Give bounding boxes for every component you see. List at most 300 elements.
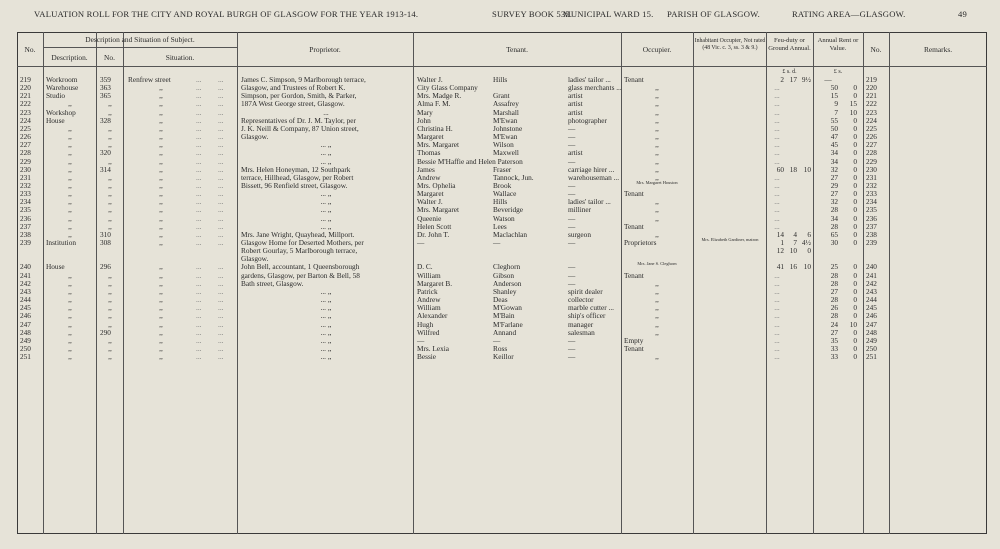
row-house-number: 365 [100, 91, 111, 101]
row-tenant-surname: — [493, 335, 501, 345]
row-dots: ... [196, 238, 202, 247]
row-number-right: 247 [866, 319, 877, 329]
row-number-right: 235 [866, 205, 877, 215]
row-dots: ... [218, 172, 224, 182]
row-feu-pounds: ... [774, 343, 780, 353]
row-house-number: ,, [108, 335, 112, 345]
row-occupier: ,, [655, 303, 659, 313]
row-rent-pounds: 15 [830, 91, 838, 101]
row-rent-shillings: 0 [853, 140, 857, 150]
row-feu-pounds: ... [774, 156, 780, 166]
row-rent-pounds: 65 [830, 229, 838, 239]
row-rent-shillings: 0 [853, 164, 857, 174]
row-number-right: 221 [866, 91, 877, 101]
row-tenant-surname: Shanley [493, 286, 517, 296]
row-dots: ... [218, 205, 224, 215]
row-tenant-surname: M'Ewan [493, 132, 518, 142]
row-tenant-surname: Hills [493, 75, 508, 84]
row-situation: ,, [159, 262, 163, 272]
column-rule [693, 32, 694, 534]
row-occupier: Mrs. Margaret Houston [636, 179, 678, 185]
row-number: 247 [20, 319, 31, 329]
row-tenant-occupation: ship's officer [568, 311, 606, 321]
row-rent-pounds: 7 [834, 107, 838, 117]
row-feu-pounds: ... [774, 221, 780, 231]
column-rule [43, 32, 44, 534]
row-situation: ,, [159, 311, 163, 321]
row-description: ,, [68, 99, 72, 109]
row-feu-pounds: ... [774, 83, 780, 93]
row-situation: ,, [159, 99, 163, 109]
row-occupier: ,, [655, 229, 659, 239]
row-dots: ... [218, 115, 224, 125]
row-tenant-occupation: — [568, 352, 576, 362]
row-feu-pounds: ... [774, 197, 780, 207]
row-feu-pounds: ... [774, 123, 780, 133]
col-header-proprietor: Proprietor. [309, 45, 341, 54]
row-tenant-name: Mrs. Lexia [417, 343, 450, 353]
col-header-situation: Situation. [165, 53, 195, 62]
row-number-right: 248 [866, 327, 877, 337]
row-occupier: ,, [655, 83, 659, 93]
column-rule [889, 32, 890, 534]
proprietor-line: ... ,, [320, 335, 332, 345]
row-tenant-surname: Marshall [493, 107, 519, 117]
row-rent-pounds: 27 [830, 327, 838, 337]
row-number-right: 231 [866, 172, 877, 182]
row-house-number: ,, [108, 123, 112, 133]
proprietor-line: Simpson, per Gordon, Smith, & Parker, [241, 91, 357, 101]
row-rent-shillings: 10 [849, 107, 857, 117]
row-feu-pounds: 14 [776, 229, 784, 239]
row-feu-pounds: 2 [780, 75, 784, 84]
row-dots: ... [196, 156, 202, 166]
row-situation: ,, [159, 140, 163, 150]
row-dots: ... [196, 229, 202, 239]
row-feu-pounds: 1 [780, 238, 784, 247]
row-number: 240 [20, 262, 31, 272]
row-number: 219 [20, 75, 31, 84]
row-occupier: ,, [655, 278, 659, 288]
row-dots: ... [196, 75, 202, 84]
row-number: 244 [20, 295, 31, 305]
row-number: 249 [20, 335, 31, 345]
row-tenant-occupation: — [568, 189, 576, 199]
row-number-right: 241 [866, 270, 877, 280]
row-occupier: ,, [655, 352, 659, 362]
row-rent-pounds: 32 [830, 197, 838, 207]
row-number-right: 239 [866, 238, 877, 247]
col-header-no: No. [24, 45, 36, 54]
row-rent-pounds: 9 [834, 99, 838, 109]
row-number-right: 228 [866, 148, 877, 158]
row-tenant-occupation: — [568, 238, 576, 247]
row-feu-pounds: ... [774, 99, 780, 109]
proprietor-line: James C. Simpson, 9 Marlborough terrace, [241, 75, 366, 84]
row-dots: ... [196, 115, 202, 125]
row-situation: ,, [159, 164, 163, 174]
column-rule [237, 32, 238, 534]
row-situation: ,, [159, 107, 163, 117]
row-tenant-name: — [417, 238, 425, 247]
row-dots: ... [218, 303, 224, 313]
row-tenant-surname: Wilson [493, 140, 514, 150]
row-dots: ... [218, 213, 224, 223]
row-description: Warehouse [46, 83, 79, 93]
row-dots: ... [196, 295, 202, 305]
row-situation: ,, [159, 270, 163, 280]
row-dots: ... [196, 83, 202, 93]
row-dots: ... [218, 148, 224, 158]
row-tenant-surname: — [493, 238, 501, 247]
row-dots: ... [196, 132, 202, 142]
proprietor-line: Glasgow Home for Deserted Mothers, per [241, 238, 364, 247]
row-rent-shillings: 0 [853, 286, 857, 296]
row-description: ,, [68, 311, 72, 321]
row-rent-shillings: 0 [853, 303, 857, 313]
row-tenant-surname: M'Gowan [493, 303, 522, 313]
municipal-ward: MUNICIPAL WARD 15. [563, 9, 654, 19]
col-header-inhabitant: Inhabitant Occupier, Not rated (48 Vic. c. 3, ss. 3 & 9.) [694, 38, 766, 51]
row-dots: ... [196, 189, 202, 199]
row-occupier: ,, [655, 156, 659, 166]
row-number: 248 [20, 327, 31, 337]
col-header-annual-rent: Annual Rent or Value. [817, 37, 859, 52]
row-dots: ... [218, 91, 224, 101]
row-rent-shillings: 0 [853, 172, 857, 182]
row-house-number: 314 [100, 164, 111, 174]
row-dots: ... [196, 270, 202, 280]
row-dots: ... [196, 197, 202, 207]
row-dots: ... [218, 278, 224, 288]
row-number-right: 237 [866, 221, 877, 231]
row-tenant-name: City Glass Company [417, 83, 478, 93]
row-number-right: 245 [866, 303, 877, 313]
row-dots: ... [196, 107, 202, 117]
row-occupier: ,, [655, 107, 659, 117]
row-description: ,, [68, 270, 72, 280]
header-bottom-rule [17, 66, 987, 67]
row-dots: ... [218, 75, 224, 84]
row-description: ,, [68, 132, 72, 142]
col-header-occupier: Occupier. [642, 45, 672, 54]
row-description: ,, [68, 205, 72, 215]
row-dots: ... [218, 221, 224, 231]
row-situation: ,, [159, 91, 163, 101]
row-occupier: Tenant [624, 189, 644, 199]
proprietor-line: gardens, Glasgow, per Barton & Bell, 58 [241, 270, 360, 280]
row-rent-pounds: 28 [830, 205, 838, 215]
row-house-number: ,, [108, 343, 112, 353]
row-house-number: ,, [108, 156, 112, 166]
row-tenant-occupation: — [568, 140, 576, 150]
row-rent-pounds: 34 [830, 148, 838, 158]
row-situation: ,, [159, 319, 163, 329]
row-number: 241 [20, 270, 31, 280]
row-tenant-surname: Maxwell [493, 148, 519, 158]
row-feu-pounds: ... [774, 172, 780, 182]
row-tenant-surname: Anderson [493, 278, 522, 288]
proprietor-line: Representatives of Dr. J. M. Taylor, per [241, 115, 356, 125]
row-tenant-name: Bessie [417, 352, 437, 362]
row-feu-pence: 6 [807, 229, 811, 239]
row-tenant-occupation: — [568, 180, 576, 190]
row-tenant-surname: Annand [493, 327, 517, 337]
row-feu-pence: 10 [803, 262, 811, 272]
row-rent-shillings: 0 [853, 213, 857, 223]
row-occupier: Proprietors [624, 238, 657, 247]
proprietor-line: ... ,, [320, 343, 332, 353]
row-situation: ,, [159, 213, 163, 223]
row-dots: ... [196, 286, 202, 296]
row-dots: ... [218, 164, 224, 174]
header-subrule [43, 47, 237, 48]
row-rent-shillings: 0 [853, 205, 857, 215]
row-rent-shillings: 0 [853, 343, 857, 353]
row-situation: ,, [159, 303, 163, 313]
row-number-right: 249 [866, 335, 877, 345]
col-header-feu-duty: Feu-duty or Ground Annual. [768, 37, 811, 52]
row-rent-pounds: 34 [830, 213, 838, 223]
proprietor-line: ... ,, [320, 352, 332, 362]
page-number: 49 [958, 9, 967, 19]
row-house-number: ,, [108, 295, 112, 305]
row-feu-pounds: ... [774, 295, 780, 305]
row-rent-shillings: 0 [853, 262, 857, 272]
row-tenant-name: Wilfred [417, 327, 440, 337]
row-house-number: ,, [108, 189, 112, 199]
row-description: ,, [68, 221, 72, 231]
row-house-number: 296 [100, 262, 111, 272]
row-tenant-occupation: — [568, 132, 576, 142]
proprietor-line: ... ,, [320, 148, 332, 158]
proprietor-line: ... ,, [320, 221, 332, 231]
row-tenant-surname: Gibson [493, 270, 515, 280]
row-situation: ,, [159, 205, 163, 215]
row-house-number: ,, [108, 270, 112, 280]
row-tenant-occupation: photographer [568, 115, 607, 125]
row-feu-pence: 9½ [801, 75, 811, 84]
row-rent-pounds: 28 [830, 311, 838, 321]
proprietor-line: ... ,, [320, 205, 332, 215]
row-tenant-occupation: glass merchants ... [568, 83, 622, 93]
row-tenant-surname: Brook [493, 180, 512, 190]
row-tenant-name: Dr. John T. [417, 229, 450, 239]
row-tenant-occupation: ladies' tailor ... [568, 197, 611, 207]
row-tenant-name: Walter J. [417, 75, 443, 84]
row-dots: ... [218, 189, 224, 199]
row-dots: ... [196, 213, 202, 223]
row-feu-shillings: 16 [789, 262, 797, 272]
row-situation: ,, [159, 278, 163, 288]
row-feu-shillings: 17 [789, 75, 797, 84]
row-tenant-surname: Beveridge [493, 205, 523, 215]
row-description: ,, [68, 197, 72, 207]
proprietor-line: terrace, Hillhead, Glasgow, per Robert [241, 172, 354, 182]
proprietor-line: ... ,, [320, 319, 332, 329]
row-tenant-occupation: manager [568, 319, 594, 329]
row-tenant-name: William [417, 270, 441, 280]
row-description: ,, [68, 172, 72, 182]
row-dots: ... [196, 180, 202, 190]
row-tenant-surname: Fraser [493, 164, 512, 174]
row-number-right: 230 [866, 164, 877, 174]
row-rent-shillings: 0 [853, 123, 857, 133]
row-situation: ,, [159, 221, 163, 231]
row-rent-pounds: 27 [830, 286, 838, 296]
row-number: 239 [20, 238, 31, 247]
row-dots: ... [218, 343, 224, 353]
row-tenant-name: Bessie M'Haffie and Helen Paterson [417, 156, 523, 166]
row-feu-pounds: ... [774, 270, 780, 280]
row-tenant-surname: Watson [493, 213, 515, 223]
row-description: ,, [68, 229, 72, 239]
row-tenant-name: Queenie [417, 213, 442, 223]
row-rent-shillings: 15 [849, 99, 857, 109]
row-tenant-occupation: — [568, 156, 576, 166]
row-feu-pounds: 41 [776, 262, 784, 272]
row-occupier: Tenant [624, 270, 644, 280]
row-dots: ... [196, 99, 202, 109]
row-rent-pounds: 50 [830, 83, 838, 93]
row-number: 226 [20, 132, 31, 142]
row-tenant-surname: Cleghorn [493, 262, 521, 272]
row-tenant-name: Andrew [417, 172, 441, 182]
row-dots: ... [218, 311, 224, 321]
row-tenant-name: — [417, 335, 425, 345]
row-feu-pounds: ... [774, 91, 780, 101]
row-rent-shillings: 0 [853, 352, 857, 362]
feu-units: £ s. d. [782, 69, 797, 75]
row-tenant-name: Christina H. [417, 123, 453, 133]
row-tenant-occupation: — [568, 335, 576, 345]
row-number-right: 229 [866, 156, 877, 166]
row-tenant-surname: Maclachlan [493, 229, 528, 239]
row-description: House [46, 115, 65, 125]
row-tenant-occupation: ladies' tailor ... [568, 75, 611, 84]
row-tenant-name: Andrew [417, 295, 441, 305]
row-dots: ... [196, 221, 202, 231]
row-tenant-occupation: collector [568, 295, 594, 305]
row-dots: ... [218, 140, 224, 150]
row-house-number: ,, [108, 286, 112, 296]
row-tenant-name: Alma F. M. [417, 99, 451, 109]
row-feu-pounds: ... [774, 205, 780, 215]
proprietor-line: J. K. Neill & Company, 87 Union street, [241, 123, 359, 133]
row-number-right: 243 [866, 286, 877, 296]
row-number-right: 246 [866, 311, 877, 321]
row-house-number: ,, [108, 221, 112, 231]
row-situation: ,, [159, 197, 163, 207]
row-dots: ... [218, 83, 224, 93]
row-situation: Renfrew street [128, 75, 171, 84]
row-dots: ... [218, 286, 224, 296]
row-tenant-name: Margaret B. [417, 278, 453, 288]
row-house-number: ,, [108, 132, 112, 142]
proprietor-line: Mrs. Helen Honeyman, 12 Southpark [241, 164, 351, 174]
row-occupier: ,, [655, 286, 659, 296]
row-feu-pounds: ... [774, 107, 780, 117]
row-occupier: Tenant [624, 343, 644, 353]
row-dots: ... [196, 91, 202, 101]
row-tenant-name: Helen Scott [417, 221, 452, 231]
row-situation: ,, [159, 286, 163, 296]
row-number: 228 [20, 148, 31, 158]
row-rent-shillings: 0 [853, 327, 857, 337]
column-rule [96, 32, 97, 534]
row-description: ,, [68, 335, 72, 345]
row-dots: ... [218, 197, 224, 207]
row-description: ,, [68, 278, 72, 288]
row-situation: ,, [159, 229, 163, 239]
row-rent-pounds: — [824, 75, 832, 84]
row-dots: ... [196, 278, 202, 288]
row-situation: ,, [159, 327, 163, 337]
row-tenant-occupation: — [568, 343, 576, 353]
row-tenant-name: Mary [417, 107, 433, 117]
row-rent-pounds: 50 [830, 123, 838, 133]
row-feu-pence: 0 [807, 246, 811, 256]
row-rent-pounds: 27 [830, 189, 838, 199]
row-rent-pounds: 24 [830, 319, 838, 329]
row-rent-shillings: 0 [853, 295, 857, 305]
row-rent-shillings: 0 [853, 115, 857, 125]
column-rule [413, 32, 414, 534]
row-number: 233 [20, 189, 31, 199]
proprietor-line: Mrs. Jane Wright, Quayhead, Millport. [241, 229, 355, 239]
row-rent-pounds: 28 [830, 278, 838, 288]
row-occupier: ,, [655, 99, 659, 109]
row-rent-pounds: 45 [830, 140, 838, 150]
row-tenant-surname: Wallace [493, 189, 517, 199]
row-tenant-surname: Ross [493, 343, 508, 353]
roll-title: VALUATION ROLL FOR THE CITY AND ROYAL BURGH OF GLASGOW FOR THE YEAR 1913-14. [34, 9, 419, 19]
proprietor-line: Glasgow. [241, 254, 269, 264]
row-house-number: ,, [108, 278, 112, 288]
row-dots: ... [196, 172, 202, 182]
row-dots: ... [196, 335, 202, 345]
proprietor-line: ... ,, [320, 303, 332, 313]
row-description: Workroom [46, 75, 78, 84]
proprietor-line: ... ,, [320, 327, 332, 337]
row-occupier: ,, [655, 205, 659, 215]
row-description: ,, [68, 180, 72, 190]
row-occupier: ,, [655, 197, 659, 207]
row-tenant-name: William [417, 303, 441, 313]
row-number: 227 [20, 140, 31, 150]
proprietor-line: Robert Gourlay, 5 Marlborough terrace, [241, 246, 358, 256]
row-tenant-occupation: marble cutter ... [568, 303, 614, 313]
row-house-number: ,, [108, 319, 112, 329]
row-number: 231 [20, 172, 31, 182]
row-rent-shillings: 0 [853, 238, 857, 247]
row-dots: ... [218, 327, 224, 337]
row-tenant-name: Patrick [417, 286, 438, 296]
row-tenant-name: Mrs. Margaret [417, 140, 460, 150]
row-tenant-occupation: — [568, 213, 576, 223]
row-tenant-name: Walter J. [417, 197, 443, 207]
row-number-right: 234 [866, 197, 877, 207]
row-description: ,, [68, 319, 72, 329]
row-tenant-occupation: artist [568, 91, 583, 101]
row-feu-pounds: ... [774, 335, 780, 345]
row-house-number: ,, [108, 197, 112, 207]
row-occupier: Empty [624, 335, 644, 345]
row-tenant-name: Mrs. Madge R. [417, 91, 462, 101]
row-description: ,, [68, 156, 72, 166]
row-description: ,, [68, 327, 72, 337]
row-number-right: 224 [866, 115, 877, 125]
